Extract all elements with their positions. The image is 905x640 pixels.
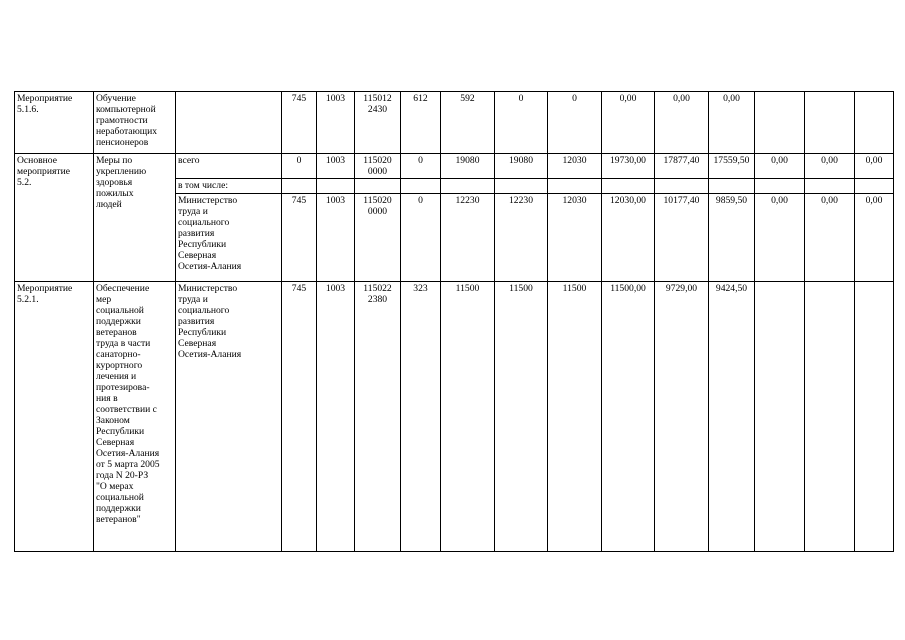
executor-cell: в том числе: bbox=[176, 179, 282, 194]
rzpr-cell: 1003 bbox=[317, 282, 355, 552]
vr-cell: 323 bbox=[401, 282, 441, 552]
value-cell: 0,00 bbox=[805, 194, 855, 282]
grbs-cell: 745 bbox=[282, 282, 317, 552]
value-cell: 11500 bbox=[495, 282, 548, 552]
executor-cell: Министерство труда и социального развития Республики Северная Осетия-Алания bbox=[176, 194, 282, 282]
grbs-cell: 745 bbox=[282, 194, 317, 282]
value-cell: 592 bbox=[441, 92, 495, 154]
table-row bbox=[15, 154, 894, 179]
activity-code-cell: Мероприятие 5.1.6. bbox=[15, 92, 94, 154]
value-cell: 12230 bbox=[495, 194, 548, 282]
rzpr-cell: 1003 bbox=[317, 194, 355, 282]
value-cell: 9424,50 bbox=[709, 282, 755, 552]
csr-cell: 115012 2430 bbox=[355, 92, 401, 154]
value-cell: 0 bbox=[495, 92, 548, 154]
value-cell bbox=[855, 282, 894, 552]
executor-cell bbox=[176, 92, 282, 154]
value-cell: 11500 bbox=[548, 282, 602, 552]
value-cell: 0,00 bbox=[655, 92, 709, 154]
budget-table bbox=[14, 91, 894, 552]
value-cell: 0,00 bbox=[602, 92, 655, 154]
value-cell: 0 bbox=[548, 92, 602, 154]
value-cell bbox=[805, 92, 855, 154]
grbs-cell: 0 bbox=[282, 154, 317, 179]
value-cell: 19730,00 bbox=[602, 154, 655, 179]
value-cell: 17559,50 bbox=[709, 154, 755, 179]
value-cell: 0,00 bbox=[709, 92, 755, 154]
value-cell: 0,00 bbox=[805, 154, 855, 179]
csr-cell: 115020 0000 bbox=[355, 154, 401, 179]
vr-cell: 0 bbox=[401, 154, 441, 179]
value-cell: 12030,00 bbox=[602, 194, 655, 282]
value-cell: 12030 bbox=[548, 154, 602, 179]
value-cell: 12030 bbox=[548, 194, 602, 282]
table-row bbox=[15, 282, 894, 552]
value-cell: 0,00 bbox=[755, 154, 805, 179]
value-cell: 11500,00 bbox=[602, 282, 655, 552]
value-cell: 10177,40 bbox=[655, 194, 709, 282]
rzpr-cell: 1003 bbox=[317, 154, 355, 179]
value-cell: 9729,00 bbox=[655, 282, 709, 552]
activity-code-cell: Основное мероприятие 5.2. bbox=[15, 154, 94, 282]
value-cell: 17877,40 bbox=[655, 154, 709, 179]
value-cell: 0,00 bbox=[755, 194, 805, 282]
value-cell bbox=[805, 282, 855, 552]
value-cell: 0,00 bbox=[855, 154, 894, 179]
executor-cell: всего bbox=[176, 154, 282, 179]
value-cell: 19080 bbox=[495, 154, 548, 179]
activity-code-cell: Мероприятие 5.2.1. bbox=[15, 282, 94, 552]
value-cell: 19080 bbox=[441, 154, 495, 179]
value-cell: 0,00 bbox=[855, 194, 894, 282]
value-cell: 12230 bbox=[441, 194, 495, 282]
grbs-cell: 745 bbox=[282, 92, 317, 154]
value-cell bbox=[755, 282, 805, 552]
executor-cell: Министерство труда и социального развития Республики Северная Осетия-Алания bbox=[176, 282, 282, 552]
vr-cell: 612 bbox=[401, 92, 441, 154]
value-cell: 9859,50 bbox=[709, 194, 755, 282]
activity-name-cell: Обучение компьютерной грамотности неработающих пенсионеров bbox=[94, 92, 176, 154]
value-cell bbox=[755, 92, 805, 154]
activity-name-cell: Обеспечение мер социальной поддержки ветеранов труда в части санаторно- курортного лечения и протезирова- ния в соответствии с Законом Республики Северная Осетия-Алания от 5 марта 2005 года N 20-РЗ "О мерах социальной поддержки ветеранов" bbox=[94, 282, 176, 552]
vr-cell: 0 bbox=[401, 194, 441, 282]
csr-cell: 115022 2380 bbox=[355, 282, 401, 552]
csr-cell: 115020 0000 bbox=[355, 194, 401, 282]
value-cell: 11500 bbox=[441, 282, 495, 552]
activity-name-cell: Меры по укреплению здоровья пожилых людей bbox=[94, 154, 176, 282]
table-row bbox=[15, 92, 894, 154]
rzpr-cell: 1003 bbox=[317, 92, 355, 154]
value-cell bbox=[855, 92, 894, 154]
